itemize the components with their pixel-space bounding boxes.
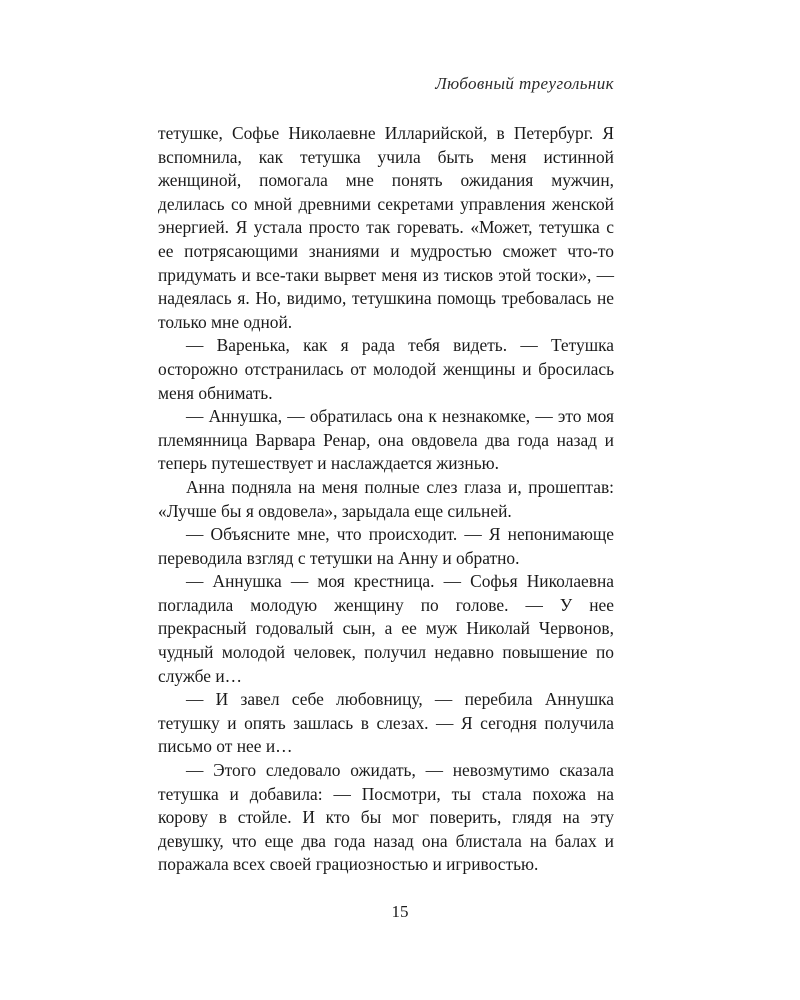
paragraph-4: Анна подняла на меня полные слез глаза и, прошептав: «Лучше бы я овдовела», зарыдала еще сильней. (158, 476, 614, 521)
page-number: 15 (391, 902, 409, 921)
running-head-title: Любовный треугольник (435, 74, 614, 93)
paragraph-2: — Варенька, как я рада тебя видеть. — Тетушка осторожно отстранилась от молодой женщины и бросилась меня обнимать. (158, 335, 614, 403)
paragraph-8: — Этого следовало ожидать, — невозмутимо сказала тетушка и добавила: — Посмотри, ты стала похожа на корову в стойле. И кто бы мог поверить, глядя на эту девушку, что еще два года назад она блистала на балах и поражала всех своей грациозностью и игривостью. (158, 760, 614, 875)
paragraph-7: — И завел себе любовницу, — перебила Аннушка тетушку и опять зашлась в слезах. — Я сегодня получила письмо от нее и… (158, 689, 614, 757)
paragraph-3: — Аннушка, — обратилась она к незнакомке, — это моя племянница Варвара Ренар, она овдовела два года назад и теперь путешествует и наслаждается жизнью. (158, 406, 614, 474)
paragraph-6: — Аннушка — моя крестница. — Софья Николаевна погладила молодую женщину по голове. — У нее прекрасный годовалый сын, а ее муж Николай Червонов, чудный молодой человек, получил недавно повышение по службе и… (158, 571, 614, 686)
paragraph-1: тетушке, Софье Николаевне Илларийской, в Петербург. Я вспомнила, как тетушка учила быть меня истинной женщиной, помогала мне понять ожидания мужчин, делилась со мной древними секретами управления женской энергией. Я устала просто так горевать. «Может, тетушка с ее потрясающими знаниями и мудростью сможет что-то придумать и все-таки вырвет меня из тисков этой тоски», — надеялась я. Но, видимо, тетушкина помощь требовалась не только мне одной. (158, 123, 614, 332)
paragraph-5: — Объясните мне, что происходит. — Я непонимающе переводила взгляд с тетушки на Анну и обратно. (158, 524, 614, 568)
main-text (158, 122, 614, 877)
